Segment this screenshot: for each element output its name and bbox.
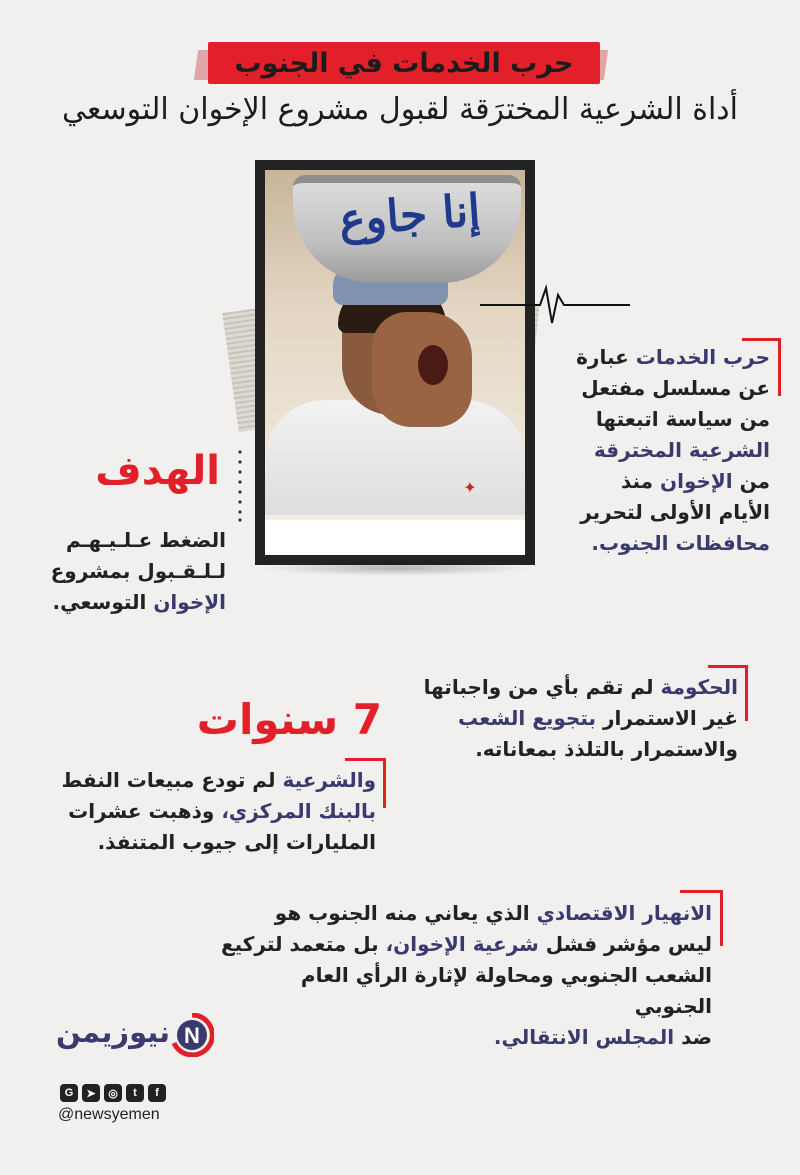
collapse-line: ضد المجلس الانتقالي. (493, 1025, 712, 1049)
brand-name: نيوزيمن (55, 1015, 170, 1049)
government-line: غير الاستمرار بتجويع الشعب (458, 706, 738, 730)
years-text-block (40, 765, 376, 858)
years-line: بالبنك المركزي، وذهبت عشرات (68, 799, 376, 823)
logo-letter: N (184, 1023, 200, 1048)
shirt-logo-icon: ✦ (463, 478, 477, 497)
box-border-horizontal (680, 890, 722, 893)
government-line: والاستمرار بالتلذذ بمعاناته. (475, 737, 738, 761)
photo-shadow (262, 560, 530, 576)
years-title: 7 سنوات (196, 695, 382, 744)
services-line: من سياسة اتبعتها (595, 407, 770, 431)
telegram-icon[interactable]: ➤ (82, 1084, 100, 1102)
services-line: من الإخوان منذ (620, 469, 770, 493)
twitter-icon[interactable]: t (126, 1084, 144, 1102)
services-line: عن مسلسل مفتعل (581, 376, 770, 400)
services-line: حرب الخدمات عبارة (576, 345, 770, 369)
goal-line: الضغط عـلـيـهـم (66, 528, 226, 552)
box-border-horizontal (345, 758, 385, 761)
collapse-line: ليس مؤشر فشل شرعية الإخوان، بل متعمد لتركيع (220, 932, 712, 956)
services-text-block (540, 342, 770, 559)
collapse-text-block (220, 898, 712, 1053)
collapse-line: الانهيار الاقتصادي الذي يعاني منه الجنوب هو (274, 901, 712, 925)
goal-line: لـلـقـبول بمشروع (50, 559, 226, 583)
services-line: محافظات الجنوب. (591, 531, 770, 555)
services-line: الشرعية المخترقة (593, 438, 770, 462)
services-line: الأيام الأولى لتحرير (580, 500, 770, 524)
heartbeat-icon (480, 283, 630, 328)
newsyemen-logo-icon (170, 1013, 214, 1057)
goal-line: الإخوان التوسعي. (52, 590, 226, 614)
box-border-vertical (720, 890, 723, 946)
government-text-block (420, 672, 738, 765)
dotted-divider (237, 448, 243, 523)
years-line: المليارات إلى جيوب المتنفذ. (97, 830, 376, 854)
page-title: حرب الخدمات في الجنوب (234, 47, 574, 79)
goal-title: الهدف (95, 448, 220, 494)
instagram-icon[interactable]: ◎ (104, 1084, 122, 1102)
bowl-text: إنا جاوع (337, 185, 482, 246)
box-border-horizontal (742, 338, 780, 341)
page-subtitle: أداة الشرعية المخترَقة لقبول مشروع الإخوان التوسعي (62, 92, 738, 127)
collapse-line: الشعب الجنوبي ومحاولة لإثارة الرأي العام الجنوبي (300, 963, 712, 1018)
photo-mouth (418, 345, 448, 385)
social-handle: @newsyemen (58, 1106, 160, 1123)
goal-text-block (30, 525, 226, 618)
government-line: الحكومة لم تقم بأي من واجباتها (423, 675, 738, 699)
box-border-vertical (745, 665, 748, 721)
google-icon[interactable]: G (60, 1084, 78, 1102)
social-icons-row (60, 1084, 166, 1106)
box-border-vertical (383, 758, 386, 808)
facebook-icon[interactable]: f (148, 1084, 166, 1102)
box-border-vertical (778, 338, 781, 396)
years-line: والشرعية لم تودع مبيعات النفط (61, 768, 376, 792)
box-border-horizontal (708, 665, 748, 668)
